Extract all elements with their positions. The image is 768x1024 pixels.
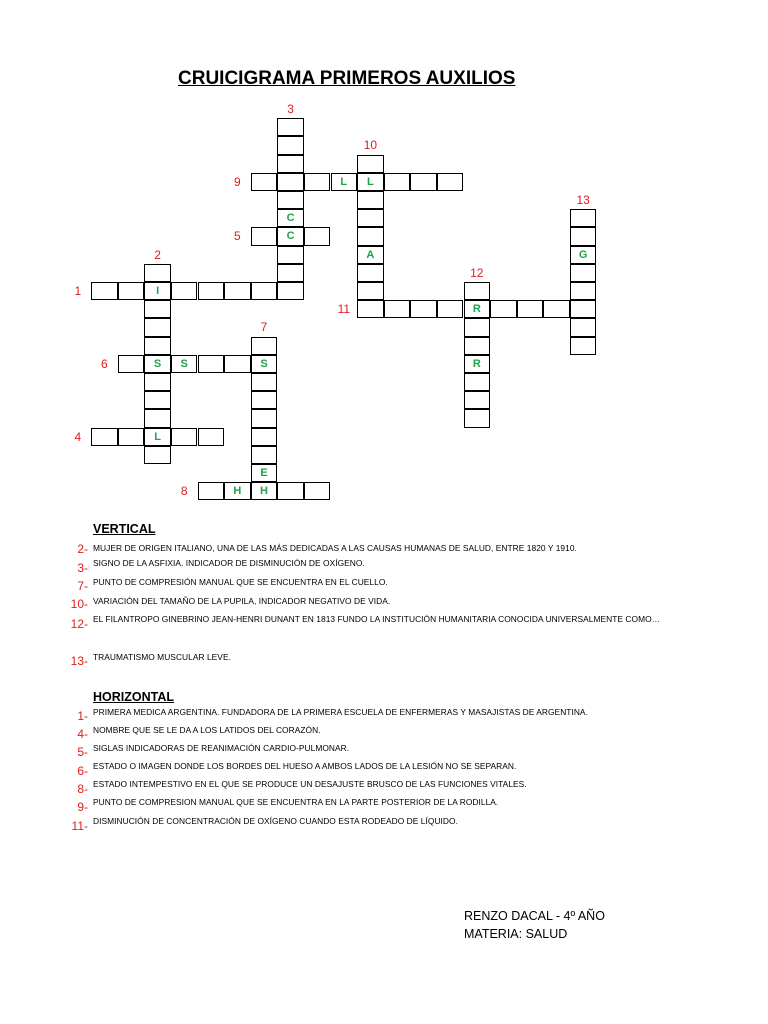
crossword-cell[interactable] bbox=[251, 428, 278, 446]
crossword-cell[interactable] bbox=[224, 282, 251, 300]
crossword-cell[interactable] bbox=[464, 391, 491, 409]
clue-number: 5- bbox=[77, 745, 88, 759]
crossword-cell[interactable] bbox=[171, 428, 198, 446]
author-line: RENZO DACAL - 4º AÑO bbox=[464, 909, 605, 923]
crossword-number: 6 bbox=[101, 356, 108, 371]
crossword-cell[interactable] bbox=[357, 282, 384, 300]
crossword-cell[interactable]: L bbox=[144, 428, 171, 446]
crossword-cell[interactable] bbox=[357, 227, 384, 245]
clue-text: NOMBRE QUE SE LE DA A LOS LATIDOS DEL CORAZÓN. bbox=[93, 725, 321, 735]
crossword-cell[interactable] bbox=[384, 173, 411, 191]
clue-number: 2- bbox=[77, 542, 88, 556]
clue-number: 9- bbox=[77, 800, 88, 814]
crossword-cell[interactable]: E bbox=[251, 464, 278, 482]
crossword-cell[interactable] bbox=[304, 227, 331, 245]
crossword-cell[interactable] bbox=[357, 209, 384, 227]
crossword-cell[interactable] bbox=[198, 482, 225, 500]
crossword-cell[interactable] bbox=[464, 337, 491, 355]
crossword-cell[interactable] bbox=[357, 300, 384, 318]
crossword-cell[interactable]: I bbox=[144, 282, 171, 300]
crossword-number: 9 bbox=[234, 174, 241, 189]
crossword-cell[interactable] bbox=[251, 391, 278, 409]
crossword-cell[interactable] bbox=[490, 300, 517, 318]
crossword-cell[interactable] bbox=[118, 355, 145, 373]
crossword-cell[interactable]: G bbox=[570, 246, 597, 264]
clue-number: 1- bbox=[77, 709, 88, 723]
crossword-cell[interactable]: R bbox=[464, 355, 491, 373]
clue-text: PUNTO DE COMPRESIÓN MANUAL QUE SE ENCUENTRA EN EL CUELLO. bbox=[93, 577, 388, 587]
crossword-number: 4 bbox=[74, 429, 82, 444]
crossword-cell[interactable] bbox=[304, 482, 331, 500]
clue-number: 4- bbox=[77, 727, 88, 741]
crossword-number: 7 bbox=[260, 320, 268, 335]
clue-number: 10- bbox=[70, 597, 88, 611]
clue-text: DISMINUCIÓN DE CONCENTRACIÓN DE OXÍGENO CUANDO ESTA RODEADO DE LÍQUIDO. bbox=[93, 816, 458, 826]
clue-text: EL FILANTROPO GINEBRINO JEAN-HENRI DUNANT EN 1813 FUNDO LA INSTITUCIÓN HUMANITARIA CONOCIDA UNIVERSALMENTE COMO… bbox=[93, 614, 661, 624]
crossword-cell[interactable] bbox=[118, 282, 145, 300]
clue-number: 6- bbox=[77, 764, 88, 778]
crossword-cell[interactable] bbox=[437, 300, 464, 318]
crossword-cell[interactable]: L bbox=[357, 173, 384, 191]
crossword-cell[interactable] bbox=[570, 264, 597, 282]
horizontal-heading: HORIZONTAL bbox=[93, 690, 175, 704]
crossword-cell[interactable] bbox=[570, 337, 597, 355]
clue-text: VARIACIÓN DEL TAMAÑO DE LA PUPILA, INDICADOR NEGATIVO DE VIDA. bbox=[93, 596, 391, 606]
crossword-cell[interactable] bbox=[251, 446, 278, 464]
crossword-cell[interactable] bbox=[118, 428, 145, 446]
crossword-cell[interactable] bbox=[277, 482, 304, 500]
crossword-cell[interactable] bbox=[277, 136, 304, 154]
crossword-cell[interactable] bbox=[357, 264, 384, 282]
crossword-cell[interactable] bbox=[251, 282, 278, 300]
crossword-number: 8 bbox=[180, 484, 188, 499]
crossword-cell[interactable]: C bbox=[277, 209, 304, 227]
crossword-cell[interactable] bbox=[277, 282, 304, 300]
crossword-cell[interactable] bbox=[464, 318, 491, 336]
crossword-cell[interactable] bbox=[464, 409, 491, 427]
crossword-cell[interactable] bbox=[198, 355, 225, 373]
crossword-cell[interactable] bbox=[570, 209, 597, 227]
crossword-cell[interactable] bbox=[277, 246, 304, 264]
crossword-cell[interactable] bbox=[570, 227, 597, 245]
crossword-cell[interactable] bbox=[144, 373, 171, 391]
crossword-cell[interactable] bbox=[384, 300, 411, 318]
clue-number: 11- bbox=[71, 819, 88, 833]
crossword-cell[interactable] bbox=[570, 318, 597, 336]
crossword-cell[interactable] bbox=[144, 318, 171, 336]
crossword-cell[interactable] bbox=[251, 373, 278, 391]
crossword-cell[interactable] bbox=[144, 300, 171, 318]
crossword-cell[interactable] bbox=[251, 227, 278, 245]
crossword-cell[interactable] bbox=[144, 409, 171, 427]
crossword-cell[interactable]: R bbox=[464, 300, 491, 318]
crossword-cell[interactable] bbox=[144, 391, 171, 409]
crossword-cell[interactable]: H bbox=[251, 482, 278, 500]
crossword-cell[interactable] bbox=[570, 300, 597, 318]
crossword-number: 1 bbox=[74, 284, 82, 298]
crossword-cell[interactable] bbox=[251, 173, 278, 191]
clue-text: PUNTO DE COMPRESION MANUAL QUE SE ENCUENTRA EN LA PARTE POSTERIOR DE LA RODILLA. bbox=[93, 797, 499, 807]
clue-text: MUJER DE ORIGEN ITALIANO, UNA DE LAS MÁS DEDICADAS A LAS CAUSAS HUMANAS DE SALUD, ENTRE 1820 Y 1910. bbox=[93, 543, 577, 553]
crossword-cell[interactable] bbox=[304, 173, 331, 191]
crossword-cell[interactable]: H bbox=[224, 482, 251, 500]
crossword-cell[interactable] bbox=[357, 155, 384, 173]
crossword-cell[interactable] bbox=[144, 264, 171, 282]
crossword-cell[interactable] bbox=[198, 428, 225, 446]
clue-text: SIGNO DE LA ASFIXIA. INDICADOR DE DISMINUCIÓN DE OXÍGENO. bbox=[93, 558, 365, 568]
crossword-cell[interactable] bbox=[171, 282, 198, 300]
clue-number: 12- bbox=[70, 617, 88, 631]
crossword-cell[interactable] bbox=[410, 300, 437, 318]
crossword-number: 2 bbox=[154, 247, 161, 262]
crossword-cell[interactable] bbox=[410, 173, 437, 191]
crossword-cell[interactable] bbox=[251, 409, 278, 427]
crossword-cell[interactable] bbox=[224, 355, 251, 373]
crossword-cell[interactable] bbox=[464, 282, 491, 300]
clue-text: ESTADO INTEMPESTIVO EN EL QUE SE PRODUCE UN DESAJUSTE BRUSCO DE LAS FUNCIONES VITALES. bbox=[93, 779, 527, 789]
clue-number: 8- bbox=[77, 782, 88, 796]
crossword-cell[interactable]: S bbox=[251, 355, 278, 373]
crossword-cell[interactable] bbox=[277, 173, 304, 191]
crossword-number: 12 bbox=[470, 265, 484, 280]
crossword-cell[interactable] bbox=[277, 118, 304, 136]
crossword-number: 11 bbox=[337, 302, 351, 317]
crossword-cell[interactable] bbox=[198, 282, 225, 300]
crossword-cell[interactable] bbox=[277, 155, 304, 173]
crossword-cell[interactable]: A bbox=[357, 246, 384, 264]
crossword-cell[interactable]: L bbox=[331, 173, 358, 191]
crossword-number: 3 bbox=[287, 102, 294, 116]
clue-number: 3- bbox=[77, 561, 88, 575]
clue-text: ESTADO O IMAGEN DONDE LOS BORDES DEL HUESO A AMBOS LADOS DE LA LESIÓN NO SE SEPARAN. bbox=[93, 761, 517, 771]
crossword-cell[interactable] bbox=[517, 300, 544, 318]
clue-text: PRIMERA MEDICA ARGENTINA. FUNDADORA DE LA PRIMERA ESCUELA DE ENFERMERAS Y MASAJISTAS DE ARGENTINA. bbox=[93, 707, 588, 717]
crossword-cell[interactable] bbox=[437, 173, 464, 191]
vertical-heading: VERTICAL bbox=[93, 522, 156, 536]
crossword-cell[interactable] bbox=[277, 191, 304, 209]
clue-text: TRAUMATISMO MUSCULAR LEVE. bbox=[93, 652, 231, 662]
clue-number: 7- bbox=[77, 579, 88, 593]
crossword-number: 10 bbox=[363, 138, 378, 153]
crossword-cell[interactable] bbox=[464, 373, 491, 391]
subject-line: MATERIA: SALUD bbox=[464, 927, 568, 941]
crossword-cell[interactable] bbox=[91, 282, 118, 300]
crossword-cell[interactable]: C bbox=[277, 227, 304, 245]
crossword-cell[interactable] bbox=[543, 300, 570, 318]
crossword-cell[interactable] bbox=[570, 282, 597, 300]
crossword-number: 13 bbox=[576, 193, 590, 207]
crossword-cell[interactable] bbox=[144, 446, 171, 464]
clue-text: SIGLAS INDICADORAS DE REANIMACIÓN CARDIO-PULMONAR. bbox=[93, 743, 350, 753]
crossword-cell[interactable]: S bbox=[144, 355, 171, 373]
crossword-cell[interactable]: S bbox=[171, 355, 198, 373]
clue-number: 13- bbox=[70, 654, 88, 668]
crossword-cell[interactable] bbox=[277, 264, 304, 282]
crossword-number: 5 bbox=[234, 229, 241, 244]
crossword-cell[interactable] bbox=[91, 428, 118, 446]
crossword-cell[interactable] bbox=[357, 191, 384, 209]
crossword-cell[interactable] bbox=[144, 337, 171, 355]
page-title: CRUICIGRAMA PRIMEROS AUXILIOS bbox=[178, 68, 516, 89]
crossword-cell[interactable] bbox=[251, 337, 278, 355]
